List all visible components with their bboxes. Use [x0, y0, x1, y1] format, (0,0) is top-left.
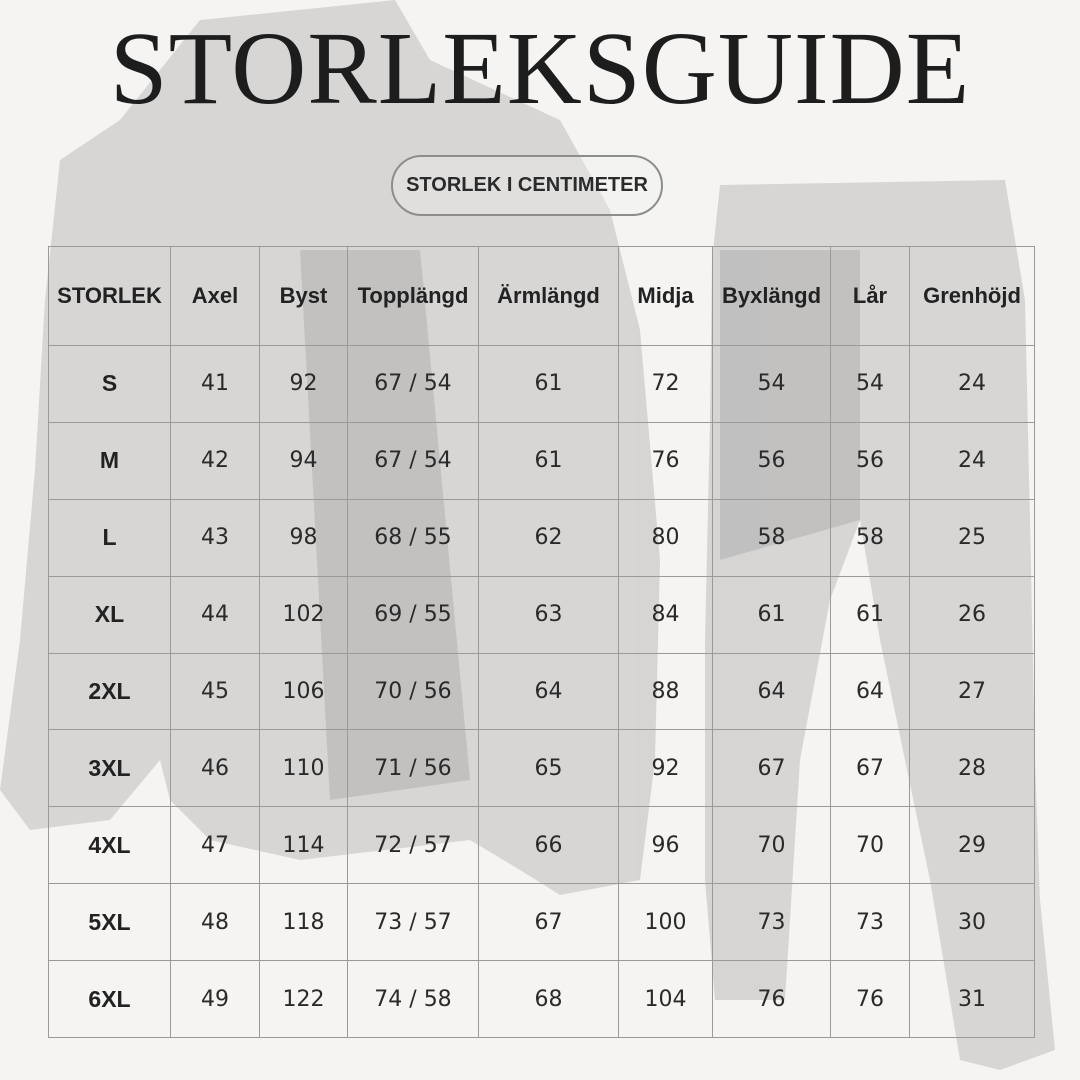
column-header-bust: Byst: [260, 247, 348, 346]
cell-bust: 106: [260, 653, 348, 730]
cell-trouser-length: 58: [713, 499, 831, 576]
cell-size: 4XL: [49, 807, 171, 884]
cell-rise: 24: [910, 422, 1035, 499]
cell-top-length: 71 / 56: [348, 730, 479, 807]
cell-sleeve-length: 66: [479, 807, 619, 884]
cell-bust: 94: [260, 422, 348, 499]
cell-sleeve-length: 61: [479, 422, 619, 499]
cell-rise: 31: [910, 961, 1035, 1038]
cell-top-length: 70 / 56: [348, 653, 479, 730]
cell-thigh: 64: [831, 653, 910, 730]
table-row: [49, 422, 1035, 499]
cell-thigh: 70: [831, 807, 910, 884]
cell-thigh: 58: [831, 499, 910, 576]
cell-waist: 92: [619, 730, 713, 807]
cell-shoulder: 48: [171, 884, 260, 961]
cell-bust: 122: [260, 961, 348, 1038]
cell-waist: 72: [619, 346, 713, 423]
cell-shoulder: 44: [171, 576, 260, 653]
cell-shoulder: 47: [171, 807, 260, 884]
table-row: [49, 807, 1035, 884]
table-row: [49, 346, 1035, 423]
table-row: [49, 653, 1035, 730]
cell-rise: 26: [910, 576, 1035, 653]
cell-trouser-length: 70: [713, 807, 831, 884]
cell-shoulder: 45: [171, 653, 260, 730]
cell-bust: 102: [260, 576, 348, 653]
cell-size: L: [49, 499, 171, 576]
cell-trouser-length: 76: [713, 961, 831, 1038]
cell-top-length: 69 / 55: [348, 576, 479, 653]
cell-sleeve-length: 64: [479, 653, 619, 730]
cell-top-length: 68 / 55: [348, 499, 479, 576]
column-header-waist: Midja: [619, 247, 713, 346]
cell-thigh: 73: [831, 884, 910, 961]
cell-bust: 98: [260, 499, 348, 576]
cell-top-length: 67 / 54: [348, 346, 479, 423]
cell-trouser-length: 56: [713, 422, 831, 499]
cell-size: S: [49, 346, 171, 423]
cell-bust: 118: [260, 884, 348, 961]
cell-thigh: 56: [831, 422, 910, 499]
cell-rise: 29: [910, 807, 1035, 884]
cell-waist: 104: [619, 961, 713, 1038]
column-header-trouser-length: Byxlängd: [713, 247, 831, 346]
cell-thigh: 67: [831, 730, 910, 807]
cell-size: M: [49, 422, 171, 499]
cell-trouser-length: 54: [713, 346, 831, 423]
table-row: [49, 961, 1035, 1038]
cell-trouser-length: 73: [713, 884, 831, 961]
cell-waist: 96: [619, 807, 713, 884]
cell-bust: 114: [260, 807, 348, 884]
cell-sleeve-length: 61: [479, 346, 619, 423]
cell-top-length: 74 / 58: [348, 961, 479, 1038]
cell-sleeve-length: 65: [479, 730, 619, 807]
cell-top-length: 67 / 54: [348, 422, 479, 499]
cell-rise: 30: [910, 884, 1035, 961]
cell-sleeve-length: 63: [479, 576, 619, 653]
cell-sleeve-length: 62: [479, 499, 619, 576]
table-row: [49, 499, 1035, 576]
cell-size: 5XL: [49, 884, 171, 961]
cell-shoulder: 41: [171, 346, 260, 423]
cell-top-length: 73 / 57: [348, 884, 479, 961]
cell-top-length: 72 / 57: [348, 807, 479, 884]
cell-size: 6XL: [49, 961, 171, 1038]
cell-shoulder: 42: [171, 422, 260, 499]
column-header-thigh: Lår: [831, 247, 910, 346]
cell-trouser-length: 67: [713, 730, 831, 807]
column-header-rise: Grenhöjd: [910, 247, 1035, 346]
column-header-size: STORLEK: [49, 247, 171, 346]
cell-waist: 100: [619, 884, 713, 961]
cell-sleeve-length: 68: [479, 961, 619, 1038]
cell-size: 2XL: [49, 653, 171, 730]
column-header-sleeve-length: Ärmlängd: [479, 247, 619, 346]
cell-waist: 88: [619, 653, 713, 730]
cell-shoulder: 46: [171, 730, 260, 807]
column-header-shoulder: Axel: [171, 247, 260, 346]
cell-thigh: 61: [831, 576, 910, 653]
cell-size: XL: [49, 576, 171, 653]
cell-bust: 92: [260, 346, 348, 423]
table-header-row: [49, 247, 1035, 346]
cell-rise: 28: [910, 730, 1035, 807]
column-header-top-length: Topplängd: [348, 247, 479, 346]
cell-shoulder: 43: [171, 499, 260, 576]
table-row: [49, 576, 1035, 653]
cell-trouser-length: 61: [713, 576, 831, 653]
cell-sleeve-length: 67: [479, 884, 619, 961]
cell-waist: 76: [619, 422, 713, 499]
size-table: [48, 246, 1035, 1038]
cell-rise: 25: [910, 499, 1035, 576]
cell-waist: 80: [619, 499, 713, 576]
cell-rise: 24: [910, 346, 1035, 423]
cell-shoulder: 49: [171, 961, 260, 1038]
cell-size: 3XL: [49, 730, 171, 807]
cell-trouser-length: 64: [713, 653, 831, 730]
table-row: [49, 884, 1035, 961]
cell-thigh: 54: [831, 346, 910, 423]
cell-waist: 84: [619, 576, 713, 653]
cell-bust: 110: [260, 730, 348, 807]
cell-rise: 27: [910, 653, 1035, 730]
cell-thigh: 76: [831, 961, 910, 1038]
unit-label-badge: STORLEK I CENTIMETER: [391, 155, 663, 216]
page-title: STORLEKSGUIDE: [109, 11, 971, 126]
table-row: [49, 730, 1035, 807]
